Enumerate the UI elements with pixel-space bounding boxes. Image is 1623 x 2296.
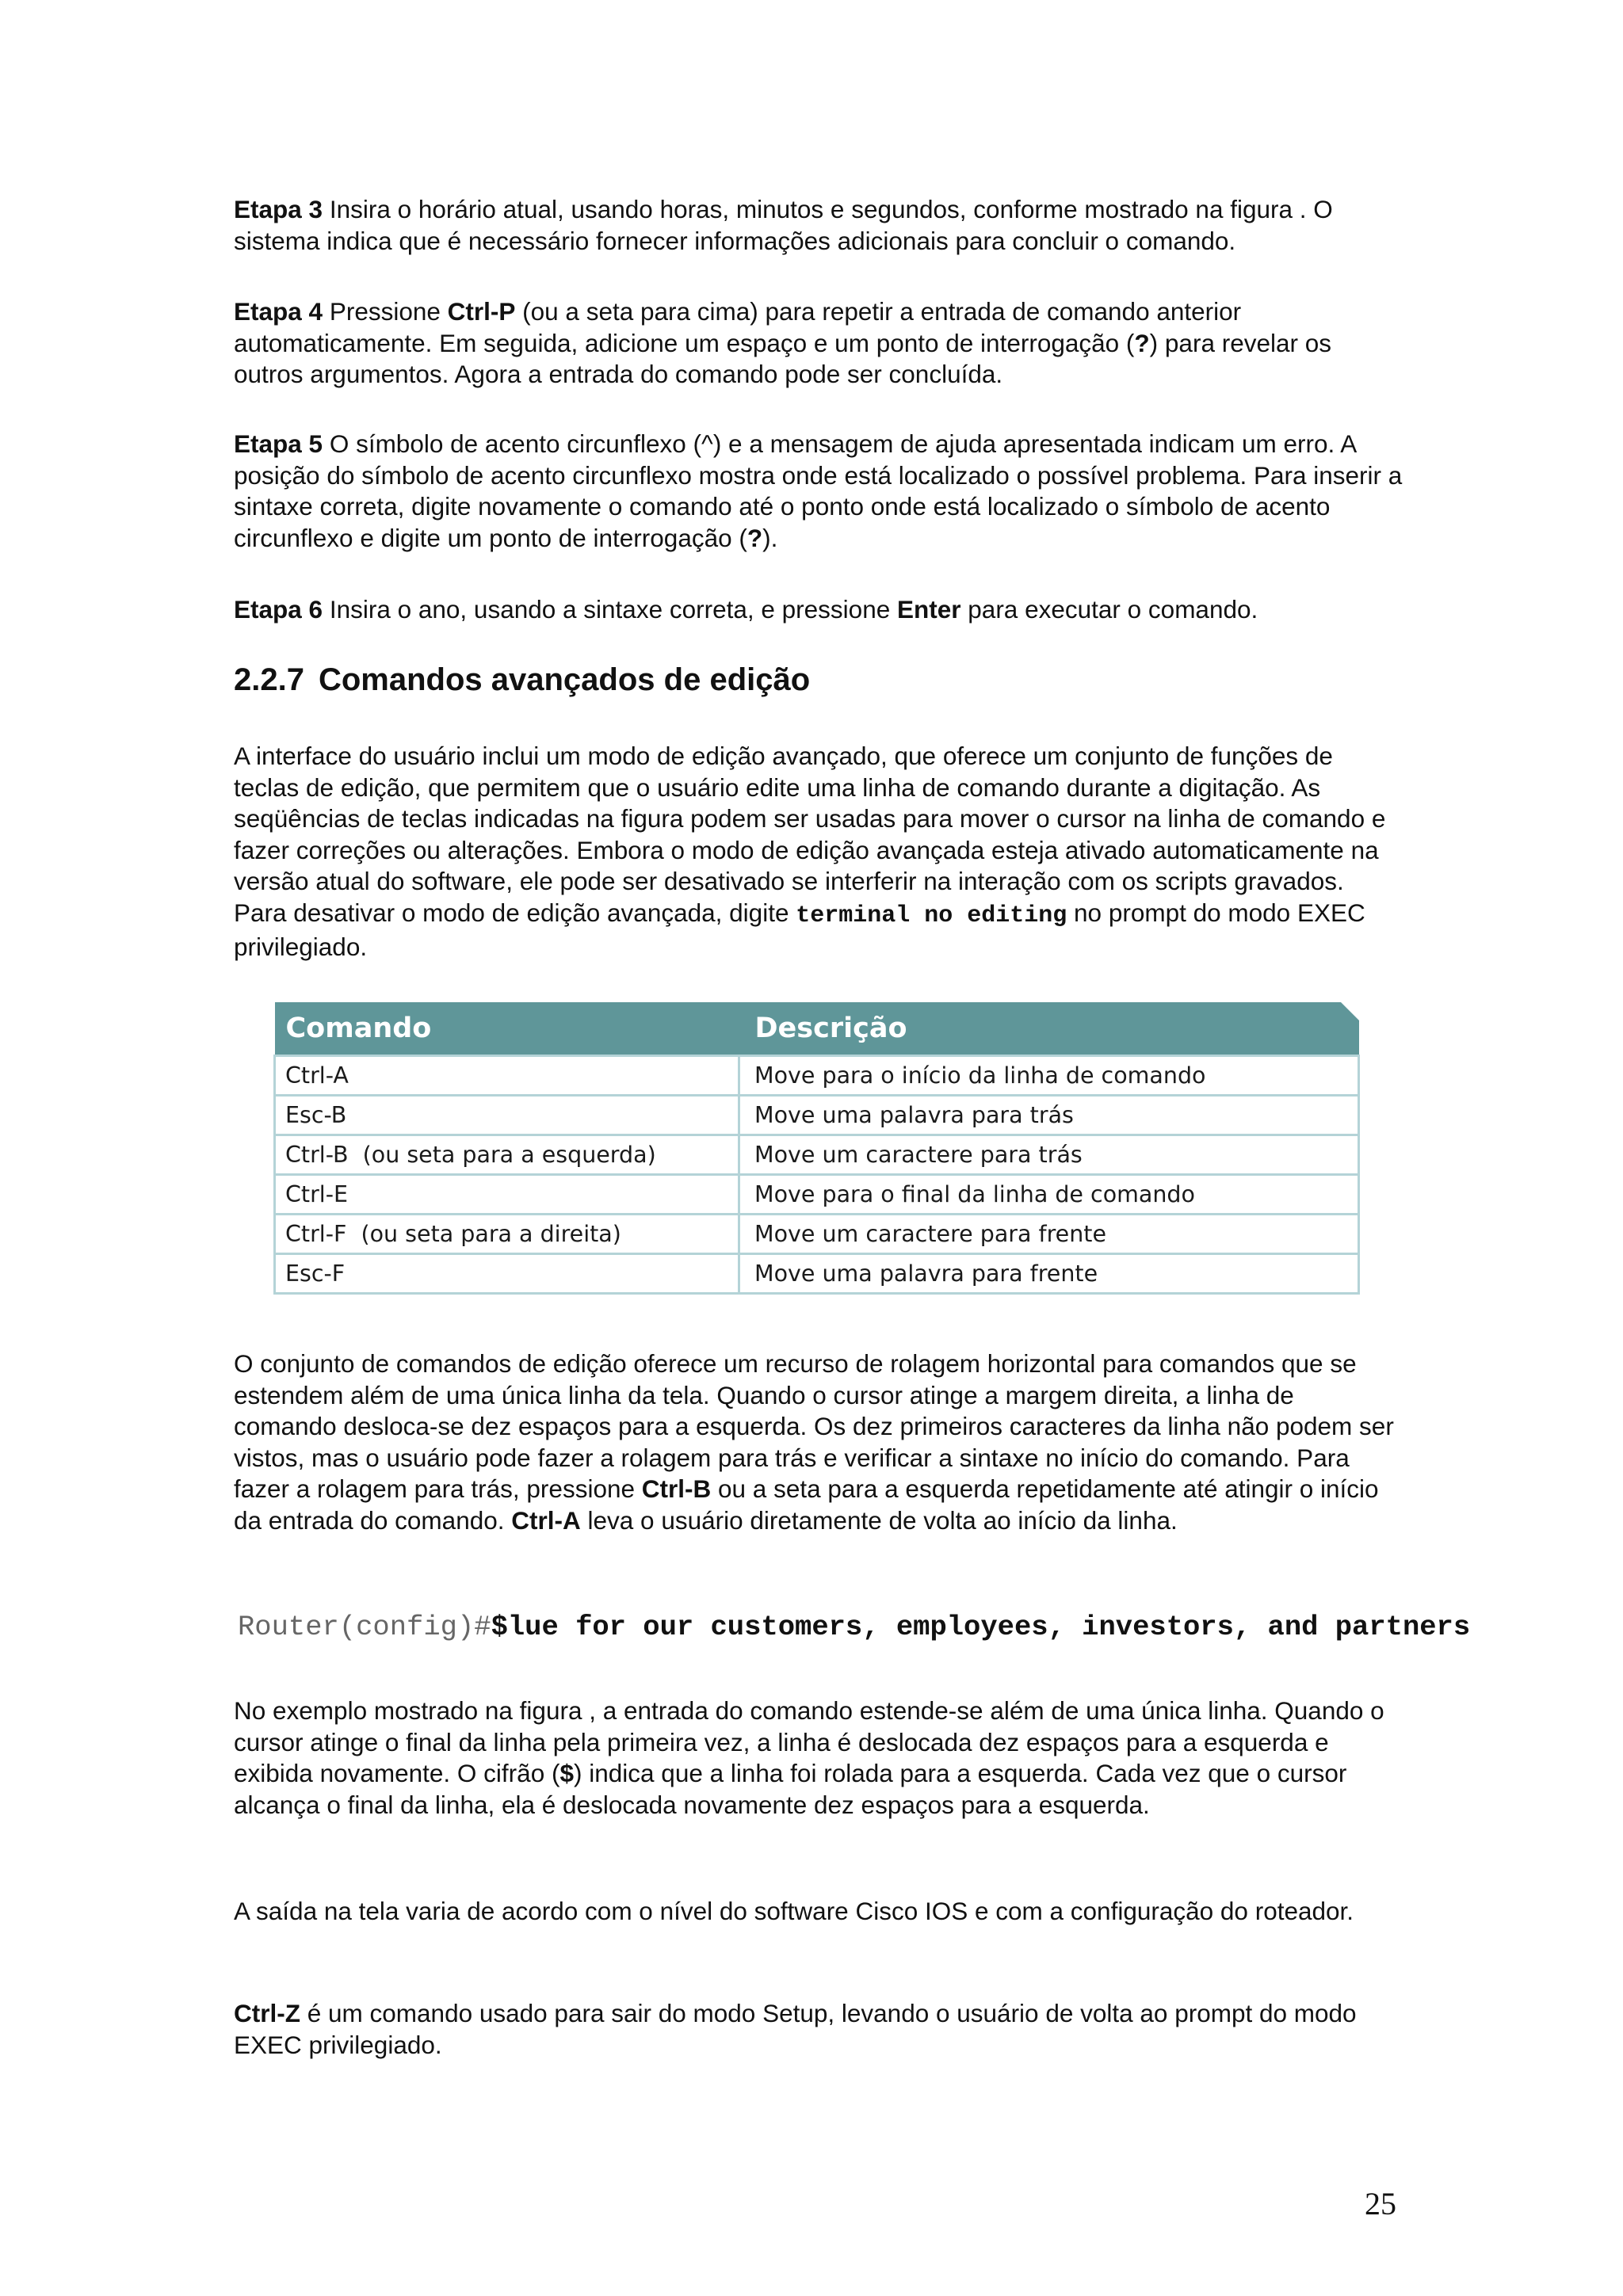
enter-key: Enter (897, 595, 961, 624)
description-cell: Move para o final da linha de comando (739, 1175, 1359, 1215)
section-heading (234, 662, 810, 698)
output-text: A saída na tela varia de acordo com o nível do software Cisco IOS e com a configuração do roteador. (234, 1897, 1354, 1925)
section-title: Comandos avançados de edição (318, 662, 811, 697)
command-cell: Ctrl-B (ou seta para a esquerda) (275, 1135, 739, 1175)
intro-paragraph (234, 741, 1403, 963)
command-cell: Esc-F (275, 1254, 739, 1294)
command-cell: Esc-B (275, 1096, 739, 1135)
table-corner-cut (1341, 1002, 1361, 1023)
scroll-text: O conjunto de comandos de edição oferece um recurso de rolagem horizontal para comandos que se estendem além de uma única linha da tela. Quando o cursor atinge a margem direita, a linha de comando desloca-se dez espaços para a esquerda. Os dez primeiros caracteres da linha não podem ser vistos, mas o usuário pode fazer a rolagem para trás e verificar a sintaxe no início do comando. Para fazer a rolagem para trás, pressione (234, 1349, 1394, 1503)
example-paragraph (234, 1695, 1403, 1821)
example-text: No exemplo mostrado na figura , a entrada do comando estende-se além de uma única linha. Quando o cursor atinge o final da linha pela primeira vez, a linha é deslocada dez espaços para a esquerda e exibida novamente. O cifrão ( (234, 1696, 1384, 1787)
description-cell: Move uma palavra para trás (739, 1096, 1359, 1135)
description-cell: Move para o início da linha de comando (739, 1056, 1359, 1096)
output-paragraph (234, 1896, 1403, 1928)
step-3-paragraph (234, 194, 1403, 257)
command-cell: Ctrl-E (275, 1175, 739, 1215)
step-6-text-2: para executar o comando. (960, 595, 1258, 624)
step-5-text-2: ). (762, 523, 778, 552)
scroll-paragraph (234, 1348, 1403, 1536)
dollar-symbol: $ (559, 1759, 574, 1787)
step-4-text: Pressione (323, 297, 448, 326)
terminal-command: terminal no editing (796, 902, 1067, 929)
command-example (238, 1611, 1470, 1643)
step-6-text: Insira o ano, usando a sintaxe correta, e pressione (323, 595, 897, 624)
step-4-paragraph (234, 296, 1403, 391)
description-cell: Move uma palavra para frente (739, 1254, 1359, 1294)
step-3-text: Insira o horário atual, usando horas, minutos e segundos, conforme mostrado na figura . O sistema indica que é necessário fornecer informações adicionais para concluir o comando. (234, 195, 1333, 255)
page-number: 25 (1365, 2186, 1396, 2222)
step-4-text-2: (ou a seta para cima) para repetir a entrada de comando anterior automaticamente. Em seguida, adicione um espaço e um ponto de interrogação ( (234, 297, 1242, 357)
ctrl-z-key: Ctrl-Z (234, 1999, 300, 2027)
table-header-row (275, 1002, 1359, 1056)
header-descricao: Descrição (739, 1002, 1359, 1056)
command-cell: Ctrl-A (275, 1056, 739, 1096)
table-row (275, 1215, 1359, 1254)
step-5-label: Etapa 5 (234, 429, 323, 458)
question-mark: ? (747, 523, 763, 552)
step-4-label: Etapa 4 (234, 297, 323, 326)
step-3-label: Etapa 3 (234, 195, 323, 223)
scroll-text-3: leva o usuário diretamente de volta ao início da linha. (580, 1505, 1178, 1535)
router-prompt: Router(config)# (238, 1611, 491, 1643)
table-row (275, 1254, 1359, 1294)
description-cell: Move um caractere para trás (739, 1135, 1359, 1175)
section-number: 2.2.7 (234, 662, 304, 697)
scrolled-command: $lue for our customers, employees, investors, and partners (491, 1611, 1471, 1643)
header-comando: Comando (275, 1002, 739, 1056)
step-6-label: Etapa 6 (234, 595, 323, 624)
table-row (275, 1135, 1359, 1175)
intro-text-end: no prompt do modo EXEC privilegiado. (234, 898, 1365, 961)
ctrl-p-key: Ctrl-P (447, 297, 516, 326)
table-row (275, 1056, 1359, 1096)
step-4-text-3: ) para revelar os outros argumentos. Agora a entrada do comando pode ser concluída. (234, 328, 1332, 388)
step-5-paragraph (234, 429, 1403, 554)
description-cell: Move um caractere para frente (739, 1215, 1359, 1254)
ctrl-z-paragraph (234, 1998, 1403, 2061)
example-text-2: ) indica que a linha foi rolada para a esquerda. Cada vez que o cursor alcança o final da linha, ela é deslocada novamente dez espaços para a esquerda. (234, 1759, 1347, 1819)
command-cell: Ctrl-F (ou seta para a direita) (275, 1215, 739, 1254)
ctrl-z-text: é um comando usado para sair do modo Setup, levando o usuário de volta ao prompt do modo EXEC privilegiado. (234, 1999, 1357, 2059)
question-mark: ? (1134, 328, 1150, 357)
ctrl-b-key: Ctrl-B (641, 1474, 712, 1503)
table-row (275, 1175, 1359, 1215)
table-row (275, 1096, 1359, 1135)
intro-text: A interface do usuário inclui um modo de edição avançado, que oferece um conjunto de funções de teclas de edição, que permitem que o usuário edite uma linha de comando durante a digitação. As seqüências de teclas indicadas na figura podem ser usadas para mover o cursor na linha de comando e fazer correções ou alterações. Embora o modo de edição avançada esteja ativado automaticamente na versão atual do software, ele pode ser desativado se interferir na interação com os scripts gravados. Para desativar o modo de edição avançada, digite (234, 742, 1386, 927)
scroll-text-2: ou a seta para a esquerda repetidamente até atingir o início da entrada do comando. (234, 1474, 1379, 1535)
step-6-paragraph (234, 594, 1403, 626)
ctrl-a-key: Ctrl-A (511, 1505, 581, 1535)
editing-commands-table (273, 1002, 1360, 1295)
step-5-text: O símbolo de acento circunflexo (^) e a mensagem de ajuda apresentada indicam um erro. A posição do símbolo de acento circunflexo mostra onde está localizado o possível problema. Para inserir a sintaxe correta, digite novamente o comando até o ponto onde está localizado o símbolo de acento circunflexo e digite um ponto de interrogação ( (234, 429, 1403, 552)
